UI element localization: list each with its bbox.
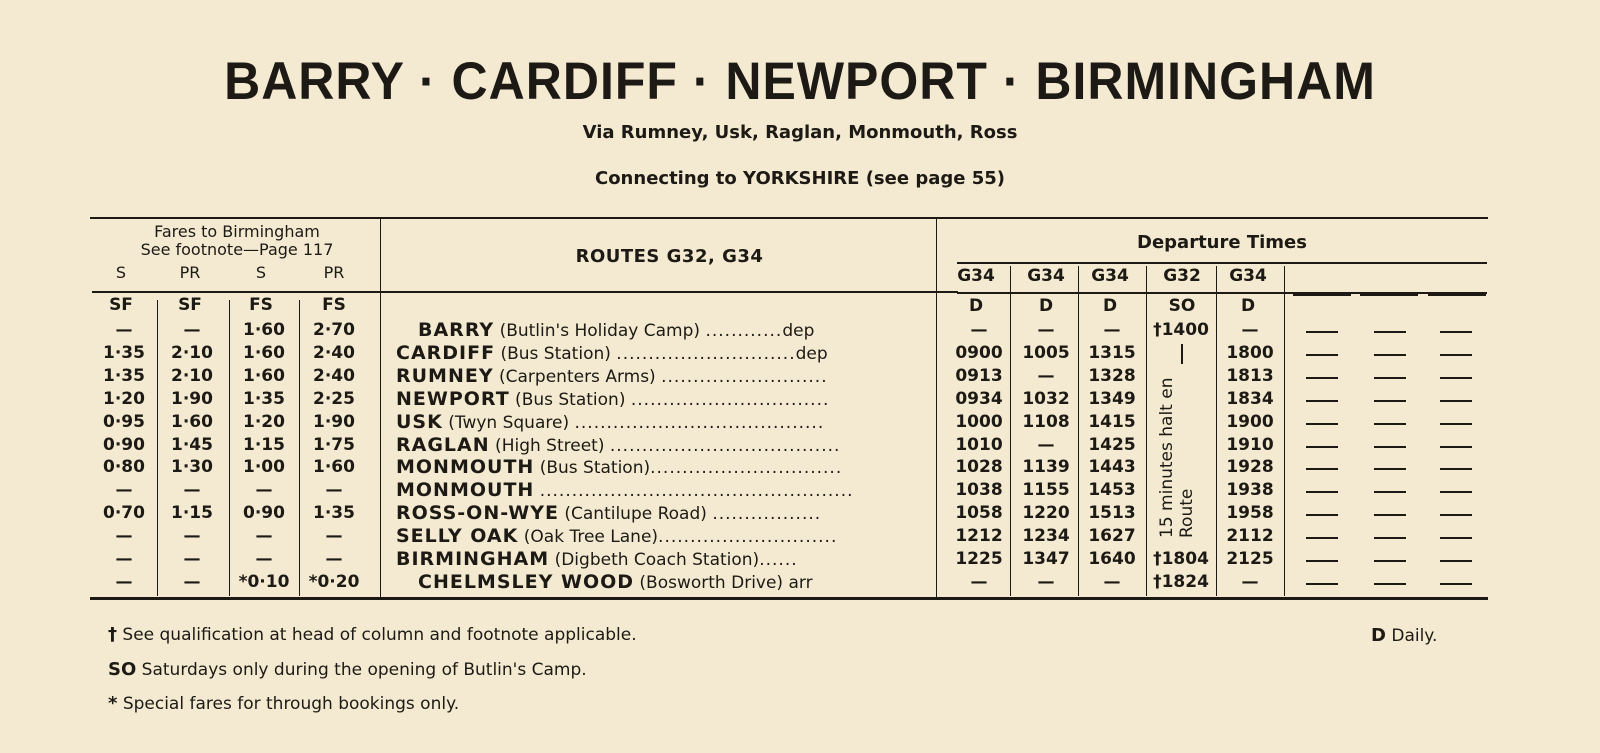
leader-dots: .......................... [661,366,828,387]
stop-name: NEWPORT [396,387,510,410]
fare-cell: 2·10 [171,342,213,363]
empty-time-dash [1374,446,1406,448]
day-code-5: D [1240,296,1256,316]
stop-detail: (Butlin's Holiday Camp) [494,321,706,341]
route-col-2: G34 [1027,266,1065,286]
empty-time-dash [1440,377,1472,379]
time-cell: 1000 [955,411,1003,432]
stop-row [0,502,1600,524]
stop-detail: (Bosworth Drive) [634,572,789,593]
time-cell: 1958 [1226,503,1274,524]
time-cell: 1347 [1022,549,1070,569]
time-cell: 1910 [1226,434,1274,455]
stop-mark: dep [795,343,828,364]
fare-cell: 2·25 [313,388,355,409]
time-cell: 1212 [955,526,1003,547]
time-cell: 1928 [1226,457,1274,478]
empty-time-dash [1306,354,1338,356]
time-cell: 1938 [1226,480,1274,501]
fare-cell: 1·60 [243,320,285,340]
time-cell: — [1037,571,1055,592]
fare-col-pr2: PR [323,263,345,282]
daily-note [1371,625,1437,646]
stop-row [0,571,1600,593]
leader-dots: ................................................. [539,481,854,502]
fare-cell: *0·20 [308,571,360,592]
fare-cell: — [115,526,133,547]
fare-cell: — [115,320,133,340]
empty-time-dash [1374,331,1406,333]
time-cell: 1155 [1022,480,1070,501]
stop-name: CHELMSLEY WOOD [418,570,635,593]
leader-dots: ............................... [630,389,830,410]
empty-time-dash [1306,423,1338,425]
daily-text: Daily. [1385,626,1438,646]
fare-col-pr1: PR [179,263,201,282]
fare-cell: *0·10 [238,571,290,592]
leader-dots: ...... [759,550,798,570]
route-col-3: G34 [1091,266,1129,286]
time-cell: 1900 [1226,411,1274,432]
stop-name: RUMNEY [396,364,494,387]
time-cell: 1108 [1022,411,1070,432]
time-cell: 0900 [955,342,1003,363]
empty-time-dash [1374,491,1406,493]
fares-header-line1: Fares to Birmingham [154,222,320,241]
route-col-1: G34 [957,266,995,286]
stop-row [0,548,1600,570]
fare-cell: 1·90 [171,388,213,409]
fare-cell: 1·60 [243,365,285,386]
stop-detail: (Oak Tree Lane) [518,527,659,548]
time-cell: 1834 [1226,388,1274,409]
stop-name-cell [396,319,924,341]
empty-time-dash [1306,400,1338,402]
time-cell: 1813 [1226,365,1274,386]
time-cell: 1443 [1088,457,1136,478]
stop-detail: (Bus Station) [509,389,631,410]
fare-cell: — [183,320,201,340]
fare-cell: — [325,549,343,569]
fare-code-4: FS [322,295,346,315]
time-cell: 1415 [1088,411,1136,432]
stop-mark: arr [788,572,813,593]
time-cell: 1010 [955,434,1003,455]
fare-cell: — [255,526,273,547]
empty-time-dash [1440,583,1472,585]
time-cell: 1425 [1088,434,1136,455]
fare-code-3: FS [249,295,273,315]
fare-cell: 2·40 [313,342,355,363]
empty-time-dash [1440,537,1472,539]
time-cell: 1315 [1088,342,1136,363]
empty-time-dash [1440,354,1472,356]
leader-dots: ............ [705,321,783,341]
time-cell: — [970,320,988,340]
leader-dots: ............................ [616,343,796,364]
footnote-so-symbol: SO [108,659,137,680]
time-cell: 1328 [1088,365,1136,386]
footnote-star-text: Special fares for through bookings only. [117,694,460,714]
through-bar [1181,344,1183,364]
time-cell: 1038 [955,480,1003,501]
footnote-star [108,693,459,714]
fare-cell: — [183,526,201,547]
fares-header [92,223,382,259]
fare-cell: 0·70 [103,503,145,524]
empty-time-dash [1306,446,1338,448]
day-code-4: SO [1168,296,1196,316]
stop-name: BIRMINGHAM [396,548,550,570]
fare-cell: 1·15 [171,503,213,524]
footnote-star-symbol: * [108,693,118,714]
stop-name-cell [396,411,924,433]
time-cell: 1220 [1022,503,1070,524]
empty-time-dash [1306,583,1338,585]
time-cell: — [1241,571,1259,592]
time-cell: 1028 [955,457,1003,478]
empty-time-dash [1306,560,1338,562]
table-top-rule [90,217,1488,219]
stop-name-cell [396,342,924,364]
stop-detail: (High Street) [489,435,610,456]
fare-cell: — [115,571,133,592]
footnote-so-text: Saturdays only during the opening of Butlin's Camp. [136,660,587,680]
time-cell: 2112 [1226,526,1274,547]
time-cell: 1005 [1022,342,1070,363]
empty-time-dash [1306,491,1338,493]
fare-cell: — [255,549,273,569]
empty-time-dash [1374,468,1406,470]
via-subtitle: Via Rumney, Usk, Raglan, Monmouth, Ross [582,122,1018,143]
empty-time-dash [1374,400,1406,402]
fare-cell: — [183,549,201,569]
fare-cell: — [115,480,133,501]
leader-dots: .................................... [609,435,841,456]
footnote-dagger-symbol: † [108,624,117,645]
departure-header-rule [957,262,1487,264]
fare-cell: 1·60 [243,342,285,363]
footnote-so [108,659,587,680]
fare-cell: 2·10 [171,365,213,386]
stop-row [0,342,1600,364]
day-code-2: D [1038,296,1054,316]
fare-cell: 2·40 [313,365,355,386]
time-cell: — [1037,365,1055,386]
fare-col-s1: S [115,263,127,282]
stop-row [0,479,1600,501]
stop-name-cell [396,388,924,410]
time-cell: †1824 [1153,571,1209,592]
stop-row [0,525,1600,547]
time-cell: — [1037,434,1055,455]
time-cell: 1139 [1022,457,1070,478]
empty-time-dash [1440,491,1472,493]
route-col-4: G32 [1163,266,1201,286]
empty-time-dash [1306,377,1338,379]
stop-detail: (Carpenters Arms) [493,366,662,387]
fare-cell: 0·90 [243,503,285,524]
fare-cell: 0·90 [103,434,145,455]
empty-time-dash [1374,354,1406,356]
stop-detail: (Twyn Square) [442,412,575,433]
empty-time-dash [1440,514,1472,516]
fare-cell: 2·70 [313,320,355,340]
fare-cell: 1·35 [243,388,285,409]
empty-time-dash [1374,377,1406,379]
footnote-dagger-text: See qualification at head of column and footnote applicable. [117,625,637,645]
empty-col-rule-3 [1428,294,1486,296]
stop-name-cell [396,456,924,478]
empty-col-rule-2 [1360,294,1418,296]
time-cell: 0913 [955,365,1003,386]
fare-cell: 1·35 [103,365,145,386]
stop-name: USK [396,410,443,433]
stop-mark: dep [782,321,815,341]
stop-name: RAGLAN [396,433,490,456]
stop-name: BARRY [418,319,495,341]
stop-name: CARDIFF [396,341,496,364]
departure-times-header: Departure Times [1137,232,1307,253]
stop-row [0,388,1600,410]
time-cell: 1800 [1226,342,1274,363]
time-cell: 1058 [955,503,1003,524]
stop-name: SELLY OAK [396,525,519,548]
leader-dots: ................. [712,504,822,525]
empty-col-rule-1 [1293,294,1351,296]
empty-time-dash [1374,423,1406,425]
route-col-5: G34 [1229,266,1267,286]
empty-time-dash [1440,560,1472,562]
stop-detail: (Digbeth Coach Station) [549,550,760,570]
time-cell: — [1103,571,1121,592]
empty-time-dash [1306,331,1338,333]
empty-time-dash [1440,400,1472,402]
fare-cell: 1·20 [103,388,145,409]
empty-time-dash [1440,468,1472,470]
stop-row [0,434,1600,456]
fare-cell: 1·15 [243,434,285,455]
stop-detail: (Bus Station) [495,343,617,364]
time-cell: 1627 [1088,526,1136,547]
empty-time-dash [1306,537,1338,539]
stop-name-cell [396,548,924,570]
footnote-dagger [108,624,637,645]
fare-cell: 1·00 [243,457,285,478]
empty-time-dash [1440,331,1472,333]
time-cell: †1400 [1153,320,1209,340]
daily-symbol: D [1371,625,1386,646]
stop-name-cell [396,525,924,547]
stop-name-cell [396,571,924,593]
halt-note: 15 minutes halt en Route [1157,377,1197,538]
fare-cell: — [115,549,133,569]
fare-col-s2: S [255,263,267,282]
fare-cell: — [255,480,273,501]
fare-code-1: SF [109,295,133,315]
fare-cell: 0·95 [103,411,145,432]
fare-cell: 1·20 [243,411,285,432]
fare-cell: 1·60 [171,411,213,432]
time-cell: 1349 [1088,388,1136,409]
time-cell: 0934 [955,388,1003,409]
routes-header: ROUTES G32, G34 [575,246,764,267]
fare-cell: 1·75 [313,434,355,455]
time-cell: 1234 [1022,526,1070,547]
leader-dots: .............................. [650,458,843,479]
time-cell: — [1103,320,1121,340]
empty-time-dash [1306,468,1338,470]
day-code-3: D [1102,296,1118,316]
stop-row [0,365,1600,387]
fare-cell: 1·45 [171,434,213,455]
fare-cell: — [183,571,201,592]
stop-name-cell [396,479,924,501]
empty-time-dash [1374,537,1406,539]
empty-time-dash [1440,446,1472,448]
time-cell: 2125 [1226,549,1274,569]
table-bottom-rule [90,597,1488,600]
fare-code-2: SF [178,295,202,315]
empty-time-dash [1374,560,1406,562]
time-cell: 1032 [1022,388,1070,409]
fare-cell: 1·90 [313,411,355,432]
fare-cell: 1·30 [171,457,213,478]
leader-dots: ............................ [658,527,838,548]
time-cell: 1453 [1088,480,1136,501]
stop-row [0,319,1600,341]
time-cell: 1513 [1088,503,1136,524]
empty-time-dash [1440,423,1472,425]
fare-cell: — [325,526,343,547]
stop-name-cell [396,434,924,456]
fares-header-line2: See footnote—Page 117 [140,240,334,259]
stop-row [0,411,1600,433]
stop-name-cell [396,365,924,387]
stop-row [0,456,1600,478]
page-title: BARRY · CARDIFF · NEWPORT · BIRMINGHAM [224,51,1376,111]
connecting-note: Connecting to YORKSHIRE (see page 55) [594,168,1005,189]
empty-time-dash [1374,583,1406,585]
empty-time-dash [1306,514,1338,516]
leader-dots: ....................................... [574,412,825,433]
empty-time-dash [1374,514,1406,516]
stop-detail: (Bus Station) [534,458,651,479]
day-code-1: D [968,296,984,316]
stop-name-cell [396,502,924,524]
stop-name: MONMOUTH [396,456,535,479]
time-cell: — [1241,320,1259,340]
stop-name: MONMOUTH [396,479,535,502]
time-cell: — [970,571,988,592]
fare-cell: 0·80 [103,457,145,478]
time-cell: †1804 [1153,549,1209,569]
stop-name: ROSS-ON-WYE [396,502,559,525]
fare-cell: 1·35 [313,503,355,524]
time-cell: 1225 [955,549,1003,569]
header-rule-left [92,291,958,293]
time-cell: 1640 [1088,549,1136,569]
time-cell: — [1037,320,1055,340]
fare-cell: 1·60 [313,457,355,478]
fare-cell: — [325,480,343,501]
fare-cell: — [183,480,201,501]
fare-cell: 1·35 [103,342,145,363]
stop-detail: (Cantilupe Road) [558,504,713,525]
